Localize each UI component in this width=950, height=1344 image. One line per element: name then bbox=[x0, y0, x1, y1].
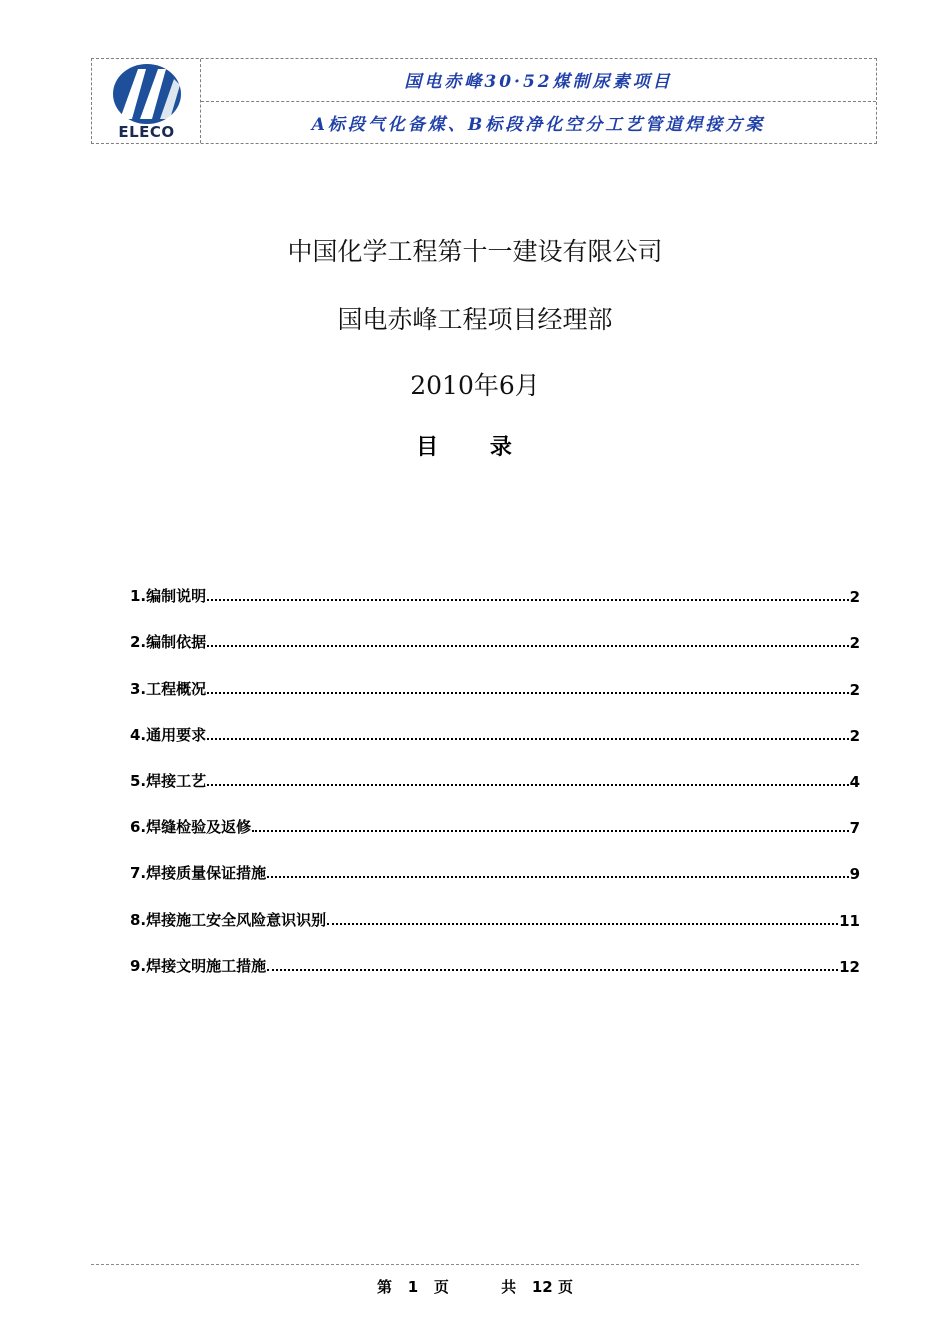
toc-leader-dots bbox=[207, 738, 848, 740]
document-header bbox=[91, 58, 877, 144]
project-title: 国电赤峰30·52煤制尿素项目 bbox=[201, 59, 876, 102]
toc-heading: 目 录 bbox=[416, 435, 534, 460]
toc-item[interactable] bbox=[130, 745, 860, 791]
toc-item[interactable] bbox=[130, 930, 860, 976]
toc-item[interactable] bbox=[130, 606, 860, 652]
footer-divider bbox=[91, 1264, 859, 1265]
total-label-prefix: 共 bbox=[501, 1278, 517, 1296]
toc-item-title: 3.工程概况 bbox=[130, 679, 207, 698]
toc-item-title: 5.焊接工艺 bbox=[130, 771, 207, 790]
toc-item[interactable] bbox=[130, 837, 860, 883]
toc-item-title: 4.通用要求 bbox=[130, 725, 207, 744]
document-title: A标段气化备煤、B标段净化空分工艺管道焊接方案 bbox=[311, 114, 766, 135]
toc-item[interactable] bbox=[130, 652, 860, 698]
toc-leader-dots bbox=[207, 599, 848, 601]
toc-item-page: 11 bbox=[839, 911, 860, 930]
toc-item[interactable] bbox=[130, 699, 860, 745]
department-name: 国电赤峰工程项目经理部 bbox=[337, 305, 613, 334]
toc-leader-dots bbox=[267, 969, 838, 971]
company-name: 中国化学工程第十一建设有限公司 bbox=[287, 237, 663, 266]
toc-item-page: 2 bbox=[849, 588, 860, 607]
page-label-suffix: 页 bbox=[433, 1278, 449, 1296]
toc-leader-dots bbox=[207, 692, 848, 694]
toc-item-page: 9 bbox=[849, 865, 860, 884]
toc-leader-dots bbox=[207, 784, 848, 786]
toc-item[interactable] bbox=[130, 791, 860, 837]
toc-item-page: 4 bbox=[849, 772, 860, 791]
toc-item-title: 8.焊接施工安全风险意识识别 bbox=[130, 910, 327, 929]
toc-item-title: 1.编制说明 bbox=[130, 587, 207, 606]
company-logo bbox=[92, 59, 201, 143]
total-label-suffix: 页 bbox=[557, 1278, 573, 1296]
total-pages: 12 bbox=[531, 1278, 553, 1296]
toc-leader-dots bbox=[252, 830, 848, 832]
toc-item[interactable] bbox=[130, 883, 860, 929]
toc-item-page: 12 bbox=[839, 957, 860, 976]
toc-leader-dots bbox=[267, 876, 848, 878]
toc-item-title: 2.编制依据 bbox=[130, 633, 207, 652]
table-of-contents bbox=[130, 560, 860, 976]
toc-item[interactable] bbox=[130, 560, 860, 606]
toc-item-title: 7.焊接质量保证措施 bbox=[130, 864, 267, 883]
toc-leader-dots bbox=[207, 645, 848, 647]
toc-item-page: 7 bbox=[849, 819, 860, 838]
toc-leader-dots bbox=[327, 923, 838, 925]
page-footer bbox=[0, 1276, 950, 1297]
page-label-prefix: 第 bbox=[377, 1278, 393, 1296]
current-page: 1 bbox=[407, 1278, 419, 1296]
toc-item-page: 2 bbox=[849, 680, 860, 699]
toc-item-page: 2 bbox=[849, 726, 860, 745]
eleco-logo-icon bbox=[102, 63, 192, 125]
logo-text: ELECO bbox=[118, 123, 175, 141]
document-date: 2010年6月 bbox=[410, 371, 540, 400]
toc-item-title: 6.焊缝检验及返修 bbox=[130, 818, 252, 837]
toc-item-title: 9.焊接文明施工措施 bbox=[130, 956, 267, 975]
toc-item-page: 2 bbox=[849, 634, 860, 653]
